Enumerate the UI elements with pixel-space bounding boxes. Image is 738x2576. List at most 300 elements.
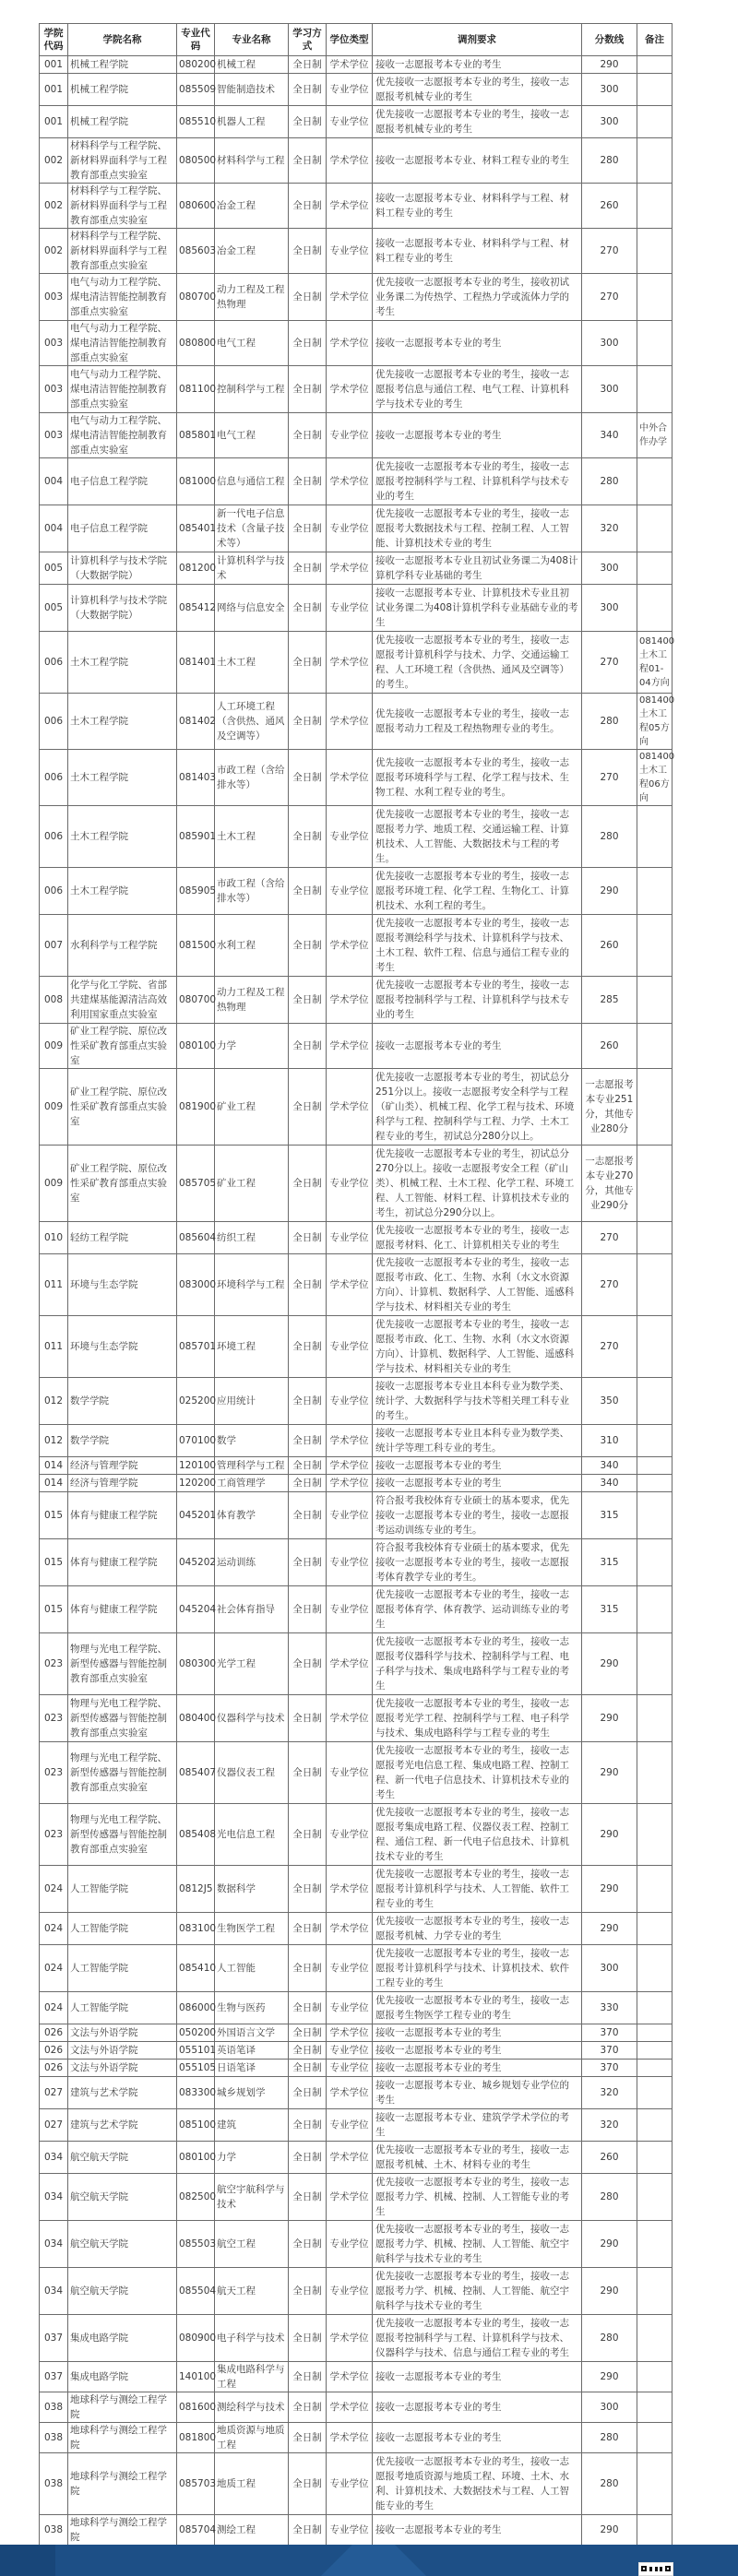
requirement-cell: 接收一志愿报考本专业的考生	[373, 2042, 582, 2060]
college-name-cell: 土木工程学院	[68, 868, 177, 915]
study-mode-cell: 全日制	[289, 74, 327, 106]
study-mode-cell: 全日制	[289, 750, 327, 806]
major-code-cell: 085410	[177, 1945, 215, 1992]
remark-cell	[637, 1475, 673, 1492]
score-cell: 270	[582, 1254, 637, 1316]
score-cell: 290	[582, 1804, 637, 1866]
major-name-cell: 电气工程	[215, 413, 289, 458]
remark-cell	[637, 1425, 673, 1457]
college-name-cell: 计算机科学与技术学院（大数据学院）	[68, 552, 177, 585]
college-code-cell: 034	[40, 2142, 68, 2174]
college-code-cell: 034	[40, 2174, 68, 2221]
college-code-cell: 024	[40, 1866, 68, 1913]
degree-type-cell: 专业学位	[327, 106, 373, 138]
major-code-cell: 085509	[177, 74, 215, 106]
table-row	[40, 458, 673, 505]
remark-cell	[637, 1804, 673, 1866]
degree-type-cell: 学术学位	[327, 977, 373, 1024]
major-code-cell: 120100	[177, 1457, 215, 1475]
study-mode-cell: 全日制	[289, 184, 327, 229]
college-code-cell: 003	[40, 274, 68, 321]
degree-type-cell: 学术学位	[327, 2392, 373, 2423]
header-score-line: 分数线	[582, 24, 637, 56]
requirement-cell: 优先接收一志愿报考本专业的考生，接收一志愿报考测绘科学与技术、计算机科学与技术、土木工程、软件工程、信息与通信工程专业的考生	[373, 915, 582, 977]
score-cell: 290	[582, 1866, 637, 1913]
college-name-cell: 数学学院	[68, 1425, 177, 1457]
major-name-cell: 光电信息工程	[215, 1804, 289, 1866]
major-name-cell: 社会体育指导	[215, 1586, 289, 1633]
study-mode-cell: 全日制	[289, 1457, 327, 1475]
degree-type-cell: 专业学位	[327, 413, 373, 458]
major-name-cell: 机器人工程	[215, 106, 289, 138]
college-name-cell: 材料科学与工程学院、新材料界面科学与工程教育部重点实验室	[68, 138, 177, 184]
major-name-cell: 建筑	[215, 2109, 289, 2142]
college-code-cell: 038	[40, 2453, 68, 2515]
requirement-cell: 优先接收一志愿报考本专业的考生，接收一志愿报考大数据技术与工程、控制工程、人工智能、计算机技术专业的考生	[373, 505, 582, 552]
major-code-cell: 055105	[177, 2060, 215, 2077]
major-name-cell: 日语笔译	[215, 2060, 289, 2077]
major-code-cell: 081200	[177, 552, 215, 585]
score-cell: 270	[582, 1316, 637, 1378]
college-name-cell: 体育与健康工程学院	[68, 1492, 177, 1539]
college-name-cell: 地球科学与测绘工程学院	[68, 2423, 177, 2453]
remark-cell	[637, 2362, 673, 2392]
degree-type-cell: 专业学位	[327, 806, 373, 868]
college-name-cell: 电气与动力工程学院、煤电清洁智能控制教育部重点实验室	[68, 413, 177, 458]
major-name-cell: 计算机科学与技术	[215, 552, 289, 585]
table-row	[40, 1695, 673, 1742]
table-row	[40, 1378, 673, 1425]
college-code-cell: 038	[40, 2392, 68, 2423]
degree-type-cell: 学术学位	[327, 1913, 373, 1945]
study-mode-cell: 全日制	[289, 458, 327, 505]
college-code-cell: 027	[40, 2077, 68, 2109]
study-mode-cell: 全日制	[289, 1378, 327, 1425]
score-cell: 315	[582, 1586, 637, 1633]
score-cell: 320	[582, 2109, 637, 2142]
study-mode-cell: 全日制	[289, 366, 327, 413]
major-code-cell: 120200	[177, 1475, 215, 1492]
college-name-cell: 物理与光电工程学院、新型传感器与智能控制教育部重点实验室	[68, 1633, 177, 1695]
major-name-cell: 城乡规划学	[215, 2077, 289, 2109]
major-name-cell: 地质工程	[215, 2453, 289, 2515]
requirement-cell: 接收一志愿报考本专业且初试业务课二为408计算机学科专业基础的考生	[373, 552, 582, 585]
header-college-code: 学院代码	[40, 24, 68, 56]
college-code-cell: 014	[40, 1457, 68, 1475]
college-name-cell: 经济与管理学院	[68, 1475, 177, 1492]
study-mode-cell: 全日制	[289, 413, 327, 458]
adjustment-table	[39, 23, 673, 2546]
major-name-cell: 数学	[215, 1425, 289, 1457]
college-code-cell: 010	[40, 1222, 68, 1254]
table-row	[40, 1316, 673, 1378]
degree-type-cell: 学术学位	[327, 458, 373, 505]
score-cell: 260	[582, 2142, 637, 2174]
study-mode-cell: 全日制	[289, 1222, 327, 1254]
table-row	[40, 750, 673, 806]
table-row	[40, 321, 673, 366]
table-header-row	[40, 24, 673, 56]
requirement-cell: 接收一志愿报考本专业且本科专业为数学类、统计学等理工科专业的考生。	[373, 1425, 582, 1457]
degree-type-cell: 专业学位	[327, 1539, 373, 1586]
major-code-cell: 085703	[177, 2453, 215, 2515]
major-name-cell: 外国语言文学	[215, 2024, 289, 2042]
major-code-cell: 081600	[177, 2392, 215, 2423]
score-cell: 300	[582, 366, 637, 413]
remark-cell	[637, 1457, 673, 1475]
major-name-cell: 网络与信息安全	[215, 585, 289, 632]
major-name-cell: 环境科学与工程	[215, 1254, 289, 1316]
major-code-cell: 085510	[177, 106, 215, 138]
requirement-cell: 优先接收一志愿报考本专业的考生，接收一志愿报考环境科学与工程、化学工程与技术、生物工程、水利工程专业的考生。	[373, 750, 582, 806]
degree-type-cell: 专业学位	[327, 1945, 373, 1992]
study-mode-cell: 全日制	[289, 2423, 327, 2453]
college-code-cell: 015	[40, 1586, 68, 1633]
header-college-name: 学院名称	[68, 24, 177, 56]
table-row	[40, 2268, 673, 2315]
college-name-cell: 机械工程学院	[68, 56, 177, 74]
remark-cell	[637, 1492, 673, 1539]
requirement-cell: 优先接收一志愿报考本专业的考生，接收一志愿报考光电信息工程、集成电路工程、控制工程、新一代电子信息技术、计算机技术专业的考生	[373, 1742, 582, 1804]
score-cell: 270	[582, 229, 637, 274]
major-code-cell: 081401	[177, 632, 215, 694]
table-row	[40, 229, 673, 274]
degree-type-cell: 专业学位	[327, 2221, 373, 2268]
major-code-cell: 081900	[177, 1069, 215, 1146]
requirement-cell: 优先接收一志愿报考本专业的考生，接收一志愿报考计算机科学与技术、力学、交通运输工程、人工环境工程（含供热、通风及空调等）的考生。	[373, 632, 582, 694]
college-name-cell: 集成电路学院	[68, 2362, 177, 2392]
remark-cell	[637, 585, 673, 632]
college-code-cell: 024	[40, 1992, 68, 2024]
remark-cell	[637, 2142, 673, 2174]
major-code-cell: 055101	[177, 2042, 215, 2060]
major-code-cell: 080900	[177, 2315, 215, 2362]
degree-type-cell: 专业学位	[327, 2060, 373, 2077]
study-mode-cell: 全日制	[289, 1024, 327, 1069]
major-name-cell: 地质资源与地质工程	[215, 2423, 289, 2453]
major-code-cell: 083100	[177, 1913, 215, 1945]
degree-type-cell: 学术学位	[327, 2423, 373, 2453]
table-row	[40, 1425, 673, 1457]
major-name-cell: 管理科学与工程	[215, 1457, 289, 1475]
major-name-cell: 新一代电子信息技术（含量子技术等）	[215, 505, 289, 552]
score-cell: 260	[582, 915, 637, 977]
score-cell: 260	[582, 184, 637, 229]
degree-type-cell: 学术学位	[327, 1457, 373, 1475]
requirement-cell: 优先接收一志愿报考本专业的考生，接收一志愿报考市政、化工、生物、水利（水文水资源方向）、计算机、数据科学、人工智能、遥感科学与技术、材料相关专业的考生	[373, 1254, 582, 1316]
college-name-cell: 体育与健康工程学院	[68, 1586, 177, 1633]
college-code-cell: 008	[40, 977, 68, 1024]
major-name-cell: 动力工程及工程热物理	[215, 977, 289, 1024]
major-code-cell: 050200	[177, 2024, 215, 2042]
requirement-cell: 接收一志愿报考本专业的考生	[373, 1457, 582, 1475]
adjustment-table-container	[39, 23, 675, 2546]
table-row	[40, 1804, 673, 1866]
remark-cell	[637, 2453, 673, 2515]
requirement-cell: 优先接收一志愿报考本专业的考生，接收一志愿报考体育学、体育教学、运动训练专业的考生	[373, 1586, 582, 1633]
major-code-cell: 085704	[177, 2515, 215, 2546]
score-cell: 290	[582, 1695, 637, 1742]
college-name-cell: 地球科学与测绘工程学院	[68, 2392, 177, 2423]
requirement-cell: 优先接收一志愿报考本专业的考生，接收初试业务课二为传热学、工程热力学或流体力学的考生	[373, 274, 582, 321]
study-mode-cell: 全日制	[289, 2362, 327, 2392]
degree-type-cell: 专业学位	[327, 1992, 373, 2024]
remark-cell	[637, 2060, 673, 2077]
requirement-cell: 优先接收一志愿报考本专业的考生，接收一志愿报考材料、化工、计算机相关专业的考生	[373, 1222, 582, 1254]
table-row	[40, 1222, 673, 1254]
college-name-cell: 集成电路学院	[68, 2315, 177, 2362]
requirement-cell: 优先接收一志愿报考本专业的考生，接收一志愿报考环境工程、化学工程、生物化工、计算机技术、水利工程的考生。	[373, 868, 582, 915]
college-code-cell: 011	[40, 1254, 68, 1316]
score-cell: 340	[582, 413, 637, 458]
major-code-cell: 085100	[177, 2109, 215, 2142]
degree-type-cell: 专业学位	[327, 1146, 373, 1222]
degree-type-cell: 专业学位	[327, 1316, 373, 1378]
requirement-cell: 优先接收一志愿报考本专业的考生，接收一志愿报考机械、力学专业的考生	[373, 1913, 582, 1945]
study-mode-cell: 全日制	[289, 632, 327, 694]
major-name-cell: 冶金工程	[215, 184, 289, 229]
degree-type-cell: 专业学位	[327, 1742, 373, 1804]
requirement-cell: 优先接收一志愿报考本专业的考生，接收一志愿报考控制科学与工程、计算机科学与技术、仪器科学与技术、信息与通信工程专业的考生	[373, 2315, 582, 2362]
degree-type-cell: 学术学位	[327, 274, 373, 321]
degree-type-cell: 专业学位	[327, 505, 373, 552]
requirement-cell: 接收一志愿报考本专业、建筑学学术学位的考生	[373, 2109, 582, 2142]
degree-type-cell: 学术学位	[327, 2315, 373, 2362]
major-code-cell: 085503	[177, 2221, 215, 2268]
study-mode-cell: 全日制	[289, 1866, 327, 1913]
table-row	[40, 1633, 673, 1695]
score-cell: 300	[582, 321, 637, 366]
major-code-cell: 081000	[177, 458, 215, 505]
college-name-cell: 航空航天学院	[68, 2221, 177, 2268]
degree-type-cell: 专业学位	[327, 1492, 373, 1539]
remark-cell	[637, 505, 673, 552]
major-name-cell: 光学工程	[215, 1633, 289, 1695]
header-requirement: 调剂要求	[373, 24, 582, 56]
remark-cell	[637, 138, 673, 184]
college-name-cell: 土木工程学院	[68, 750, 177, 806]
college-code-cell: 026	[40, 2042, 68, 2060]
major-name-cell: 市政工程（含给排水等）	[215, 750, 289, 806]
score-cell: 290	[582, 1633, 637, 1695]
score-cell: 280	[582, 2423, 637, 2453]
remark-cell	[637, 2109, 673, 2142]
college-code-cell: 005	[40, 552, 68, 585]
score-cell: 300	[582, 585, 637, 632]
college-name-cell: 体育与健康工程学院	[68, 1539, 177, 1586]
remark-cell	[637, 56, 673, 74]
college-name-cell: 地球科学与测绘工程学院	[68, 2515, 177, 2546]
requirement-cell: 符合报考我校体育专业硕士的基本要求，优先接收一志愿报考本专业的考生，接收一志愿报考体育教学专业的考生。	[373, 1539, 582, 1586]
requirement-cell: 接收一志愿报考本专业的考生	[373, 1024, 582, 1069]
college-code-cell: 027	[40, 2109, 68, 2142]
requirement-cell: 接收一志愿报考本专业的考生	[373, 56, 582, 74]
remark-cell	[637, 2392, 673, 2423]
college-code-cell: 038	[40, 2515, 68, 2546]
remark-cell	[637, 1539, 673, 1586]
table-row	[40, 1742, 673, 1804]
degree-type-cell: 学术学位	[327, 1695, 373, 1742]
remark-cell	[637, 552, 673, 585]
score-cell: 320	[582, 505, 637, 552]
major-name-cell: 工商管理学	[215, 1475, 289, 1492]
remark-cell	[637, 1742, 673, 1804]
degree-type-cell: 学术学位	[327, 2077, 373, 2109]
remark-cell	[637, 1945, 673, 1992]
degree-type-cell: 专业学位	[327, 1222, 373, 1254]
major-code-cell: 080700	[177, 274, 215, 321]
requirement-cell: 优先接收一志愿报考本专业的考生，接收一志愿报考光学工程、控制科学与工程、电子科学与技术、集成电路科学与工程专业的考生	[373, 1695, 582, 1742]
study-mode-cell: 全日制	[289, 1069, 327, 1146]
college-code-cell: 004	[40, 505, 68, 552]
footer-diamond-decoration	[276, 2545, 471, 2576]
major-code-cell: 085504	[177, 2268, 215, 2315]
score-cell: 370	[582, 2060, 637, 2077]
remark-cell	[637, 2077, 673, 2109]
college-name-cell: 电气与动力工程学院、煤电清洁智能控制教育部重点实验室	[68, 321, 177, 366]
college-name-cell: 物理与光电工程学院、新型传感器与智能控制教育部重点实验室	[68, 1804, 177, 1866]
college-code-cell: 012	[40, 1378, 68, 1425]
major-code-cell: 085901	[177, 806, 215, 868]
score-cell: 280	[582, 2174, 637, 2221]
major-code-cell: 080400	[177, 1695, 215, 1742]
major-name-cell: 航空工程	[215, 2221, 289, 2268]
college-code-cell: 026	[40, 2024, 68, 2042]
college-name-cell: 航空航天学院	[68, 2142, 177, 2174]
table-row	[40, 2423, 673, 2453]
major-name-cell: 材料科学与工程	[215, 138, 289, 184]
header-remark: 备注	[637, 24, 673, 56]
table-row	[40, 2392, 673, 2423]
major-code-cell: 081100	[177, 366, 215, 413]
remark-cell	[637, 2515, 673, 2546]
college-code-cell: 005	[40, 585, 68, 632]
table-row	[40, 2024, 673, 2042]
college-code-cell: 037	[40, 2362, 68, 2392]
table-row	[40, 2174, 673, 2221]
table-row	[40, 1492, 673, 1539]
remark-cell	[637, 1633, 673, 1695]
remark-cell	[637, 74, 673, 106]
requirement-cell: 优先接收一志愿报考本专业的考生，接收一志愿报考计算机科学与技术、计算机技术、软件工程专业的考生	[373, 1945, 582, 1992]
college-code-cell: 011	[40, 1316, 68, 1378]
degree-type-cell: 学术学位	[327, 1254, 373, 1316]
table-row	[40, 2060, 673, 2077]
remark-cell	[637, 2268, 673, 2315]
requirement-cell: 优先接收一志愿报考本专业的考生，接收一志愿报考机械专业的考生	[373, 74, 582, 106]
table-row	[40, 184, 673, 229]
table-row	[40, 694, 673, 750]
requirement-cell: 符合报考我校体育专业硕士的基本要求，优先接收一志愿报考本专业的考生，接收一志愿报考运动训练专业的考生。	[373, 1492, 582, 1539]
table-row	[40, 1539, 673, 1586]
remark-cell	[637, 1146, 673, 1222]
college-name-cell: 人工智能学院	[68, 1992, 177, 2024]
college-name-cell: 文法与外语学院	[68, 2060, 177, 2077]
study-mode-cell: 全日制	[289, 1539, 327, 1586]
study-mode-cell: 全日制	[289, 2077, 327, 2109]
college-name-cell: 经济与管理学院	[68, 1457, 177, 1475]
degree-type-cell: 专业学位	[327, 585, 373, 632]
score-cell: 340	[582, 1457, 637, 1475]
requirement-cell: 优先接收一志愿报考本专业的考生，接收一志愿报考机械、土木、材料专业的考生	[373, 2142, 582, 2174]
major-name-cell: 矿业工程	[215, 1069, 289, 1146]
college-code-cell: 003	[40, 366, 68, 413]
major-code-cell: 085801	[177, 413, 215, 458]
table-row	[40, 2042, 673, 2060]
study-mode-cell: 全日制	[289, 505, 327, 552]
requirement-cell: 接收一志愿报考本专业、城乡规划专业学位的考生	[373, 2077, 582, 2109]
college-code-cell: 009	[40, 1069, 68, 1146]
table-row	[40, 1254, 673, 1316]
degree-type-cell: 专业学位	[327, 2042, 373, 2060]
college-code-cell: 014	[40, 1475, 68, 1492]
score-cell: 280	[582, 806, 637, 868]
college-code-cell: 002	[40, 229, 68, 274]
remark-cell	[637, 977, 673, 1024]
table-row	[40, 868, 673, 915]
study-mode-cell: 全日制	[289, 915, 327, 977]
college-name-cell: 建筑与艺术学院	[68, 2077, 177, 2109]
major-name-cell: 测绘工程	[215, 2515, 289, 2546]
score-cell: 290	[582, 868, 637, 915]
requirement-cell: 优先接收一志愿报考本专业的考生，接收一志愿报考控制科学与工程、计算机科学与技术专业的考生	[373, 458, 582, 505]
major-code-cell: 085705	[177, 1146, 215, 1222]
score-cell: 一志愿报考本专业270分，其他专业290分	[582, 1146, 637, 1222]
college-name-cell: 矿业工程学院、原位改性采矿教育部重点实验室	[68, 1146, 177, 1222]
college-name-cell: 机械工程学院	[68, 106, 177, 138]
requirement-cell: 优先接收一志愿报考本专业的考生，接收一志愿报考计算机科学与技术、人工智能、软件工程专业的考生	[373, 1866, 582, 1913]
degree-type-cell: 学术学位	[327, 1866, 373, 1913]
college-name-cell: 计算机科学与技术学院（大数据学院）	[68, 585, 177, 632]
college-name-cell: 土木工程学院	[68, 632, 177, 694]
header-study-mode: 学习方式	[289, 24, 327, 56]
college-name-cell: 环境与生态学院	[68, 1316, 177, 1378]
requirement-cell: 优先接收一志愿报考本专业的考生，接收一志愿报考动力工程及工程热物理专业的考生。	[373, 694, 582, 750]
major-name-cell: 英语笔译	[215, 2042, 289, 2060]
major-name-cell: 机械工程	[215, 56, 289, 74]
study-mode-cell: 全日制	[289, 2109, 327, 2142]
major-code-cell: 045204	[177, 1586, 215, 1633]
college-code-cell: 038	[40, 2423, 68, 2453]
remark-cell	[637, 458, 673, 505]
degree-type-cell: 专业学位	[327, 1804, 373, 1866]
table-row	[40, 1992, 673, 2024]
college-code-cell: 024	[40, 1913, 68, 1945]
score-cell: 320	[582, 2077, 637, 2109]
table-row	[40, 2142, 673, 2174]
requirement-cell: 优先接收一志愿报考本专业的考生，初试总分270分以上。接收一志愿报考安全工程（矿山类）、机械工程、土木工程、化学工程、环境工程、人工智能、材料工程、计算机技术专业的考生，初试总分290分以上。	[373, 1146, 582, 1222]
study-mode-cell: 全日制	[289, 1425, 327, 1457]
table-row	[40, 138, 673, 184]
header-major-name: 专业名称	[215, 24, 289, 56]
table-row	[40, 585, 673, 632]
remark-cell	[637, 1254, 673, 1316]
major-name-cell: 力学	[215, 1024, 289, 1069]
score-cell: 280	[582, 458, 637, 505]
score-cell: 310	[582, 1425, 637, 1457]
major-code-cell: 085905	[177, 868, 215, 915]
study-mode-cell: 全日制	[289, 56, 327, 74]
remark-cell	[637, 1222, 673, 1254]
major-name-cell: 集成电路科学与工程	[215, 2362, 289, 2392]
major-name-cell: 土木工程	[215, 632, 289, 694]
college-code-cell: 023	[40, 1695, 68, 1742]
requirement-cell: 接收一志愿报考本专业的考生	[373, 2515, 582, 2546]
remark-cell	[637, 1069, 673, 1146]
college-code-cell: 023	[40, 1633, 68, 1695]
requirement-cell: 优先接收一志愿报考本专业的考生，接收一志愿报考机械专业的考生	[373, 106, 582, 138]
table-row	[40, 2077, 673, 2109]
